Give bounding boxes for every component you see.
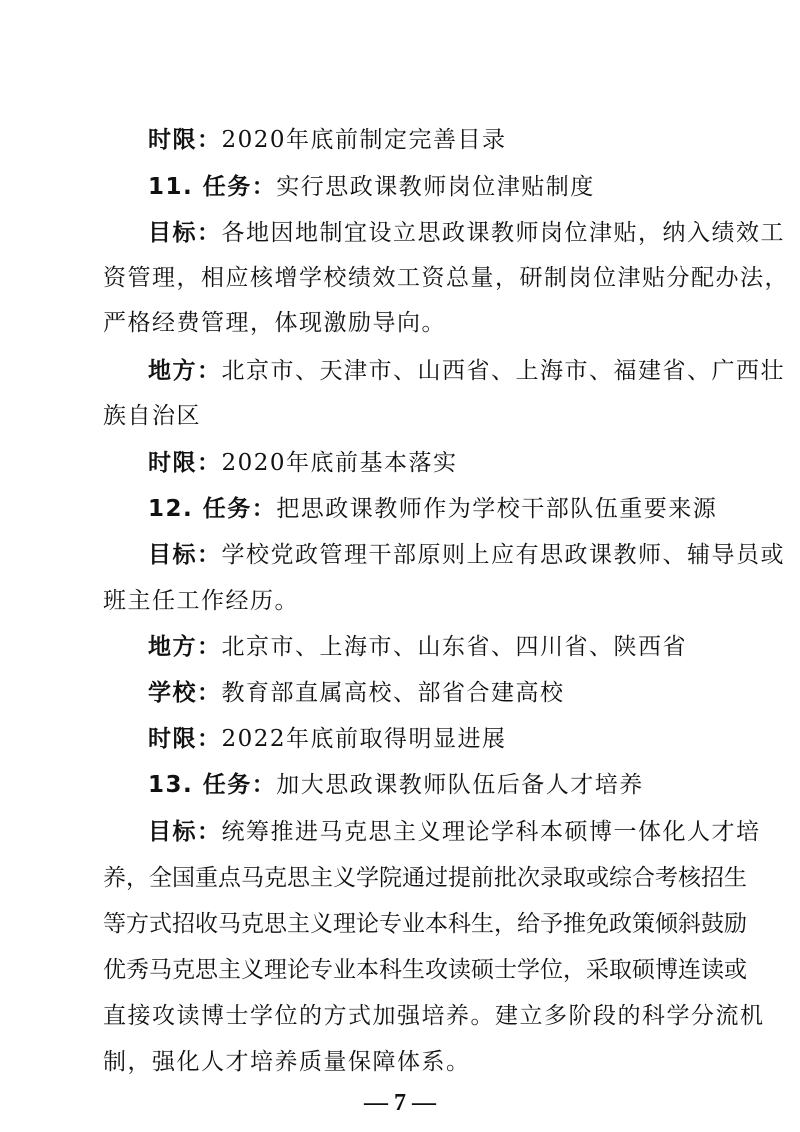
- goal-11-line-1: [148, 218, 785, 248]
- deadline-line-2: [148, 448, 458, 478]
- task-12-line: [148, 494, 717, 524]
- task-text: 加大思政课教师队伍后备人才培养: [276, 772, 644, 798]
- deadline-text: 2022年底前取得明显进展: [221, 726, 507, 752]
- task-11-line: [148, 172, 595, 202]
- region-12-line: [148, 632, 687, 662]
- goal-text: 统筹推进马克思主义理论学科本硕博一体化人才培: [221, 819, 761, 845]
- goal-13-line-6: 制，强化人才培养质量保障体系。: [103, 1049, 471, 1075]
- goal-13-line-4: 优秀马克思主义理论专业本科生攻读硕士学位，采取硕博连读或: [103, 957, 747, 983]
- goal-11-line-3: 严格经费管理，体现激励导向。: [103, 310, 446, 336]
- goal-label: 目标：: [148, 819, 222, 845]
- deadline-text: 2020年底前基本落实: [221, 450, 458, 476]
- region-label: 地方：: [148, 358, 222, 384]
- goal-13-line-1: [148, 817, 761, 847]
- goal-12-line-2: 班主任工作经历。: [103, 588, 299, 614]
- deadline-label: 时限：: [148, 726, 222, 752]
- goal-text: 学校党政管理干部原则上应有思政课教师、辅导员或: [221, 542, 785, 568]
- region-text: 北京市、天津市、山西省、上海市、福建省、广西壮: [221, 358, 785, 384]
- task-13-line: [148, 770, 644, 800]
- goal-13-line-2: 养，全国重点马克思主义学院通过提前批次录取或综合考核招生: [103, 865, 747, 891]
- goal-13-line-5: 直接攻读博士学位的方式加强培养。建立多阶段的科学分流机: [103, 1003, 765, 1029]
- school-label: 学校：: [148, 680, 222, 706]
- goal-label: 目标：: [148, 542, 222, 568]
- school-line: [148, 678, 565, 708]
- region-11-line-2: 族自治区: [103, 403, 201, 429]
- goal-11-line-2: 资管理，相应核增学校绩效工资总量，研制岗位津贴分配办法，: [103, 265, 789, 291]
- task-text: 实行思政课教师岗位津贴制度: [276, 174, 595, 200]
- deadline-text: 2020年底前制定完善目录: [221, 127, 507, 153]
- deadline-label: 时限：: [148, 127, 222, 153]
- task-text: 把思政课教师作为学校干部队伍重要来源: [276, 496, 718, 522]
- deadline-line-3: [148, 724, 507, 754]
- deadline-label: 时限：: [148, 450, 222, 476]
- region-text: 北京市、上海市、山东省、四川省、陕西省: [221, 634, 687, 660]
- goal-13-line-3: 等方式招收马克思主义理论专业本科生，给予推免政策倾斜鼓励: [103, 911, 747, 937]
- task-label: 11. 任务：: [148, 174, 277, 200]
- page-number: — 7 —: [364, 1090, 436, 1116]
- region-label: 地方：: [148, 634, 222, 660]
- goal-12-line-1: [148, 540, 785, 570]
- school-text: 教育部直属高校、部省合建高校: [221, 680, 565, 706]
- task-label: 12. 任务：: [148, 496, 277, 522]
- deadline-line-1: [148, 125, 507, 155]
- region-11-line-1: [148, 356, 785, 386]
- task-label: 13. 任务：: [148, 772, 277, 798]
- goal-text: 各地因地制宜设立思政课教师岗位津贴，纳入绩效工: [221, 220, 785, 246]
- goal-label: 目标：: [148, 220, 222, 246]
